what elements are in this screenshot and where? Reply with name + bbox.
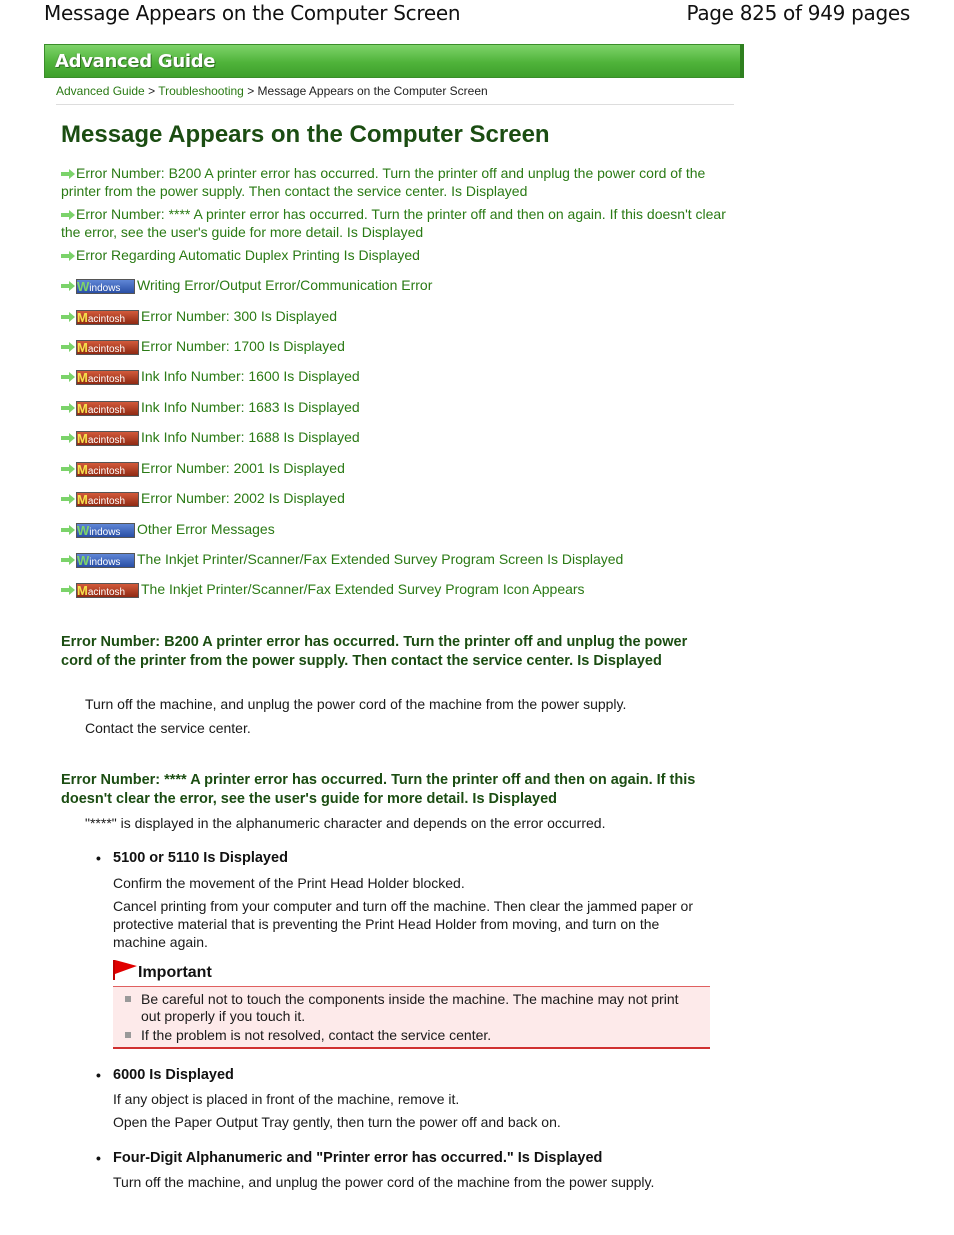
topic-link-item[interactable] <box>61 550 623 568</box>
banner-edge <box>740 44 744 78</box>
section-b200-text-2: Contact the service center. <box>85 720 251 736</box>
topic-link-item[interactable] <box>61 489 345 507</box>
topic-link-item[interactable] <box>61 459 345 477</box>
arrow-right-icon <box>61 464 75 474</box>
important-heading <box>113 960 212 982</box>
macintosh-badge-icon: Macintosh <box>76 462 139 477</box>
bullet-5100-heading <box>98 850 288 866</box>
arrow-right-icon <box>61 555 75 565</box>
advanced-guide-banner <box>44 44 744 78</box>
important-item-text: Be careful not to touch the components inside the machine. The machine may not print out properly if you touch it. <box>141 991 679 1024</box>
macintosh-badge-icon: Macintosh <box>76 370 139 385</box>
topic-link[interactable]: Writing Error/Output Error/Communication Error <box>137 277 433 293</box>
red-flag-icon <box>113 960 137 980</box>
topic-link-item[interactable] <box>61 520 275 538</box>
arrow-right-icon <box>61 403 75 413</box>
square-bullet-icon <box>125 996 131 1002</box>
macintosh-badge-icon: Macintosh <box>76 492 139 507</box>
topic-link-item[interactable] <box>61 276 432 294</box>
topic-link-item[interactable] <box>61 164 731 200</box>
topic-link[interactable]: Other Error Messages <box>137 521 275 537</box>
important-item-text: If the problem is not resolved, contact the service center. <box>141 1027 492 1043</box>
macintosh-badge-icon: Macintosh <box>76 583 139 598</box>
bullet-6000-title: 6000 Is Displayed <box>113 1067 234 1083</box>
windows-badge-icon: Windows <box>76 279 135 294</box>
topic-link[interactable]: Ink Info Number: 1688 Is Displayed <box>141 429 360 445</box>
square-bullet-icon <box>125 1032 131 1038</box>
breadcrumb <box>56 84 488 98</box>
banner-label: Advanced Guide <box>55 51 216 72</box>
important-box <box>113 986 710 1049</box>
breadcrumb-current: Message Appears on the Computer Screen <box>257 84 488 98</box>
bullet-four-digit-title: Four-Digit Alphanumeric and "Printer error has occurred." Is Displayed <box>113 1150 603 1166</box>
topic-link[interactable]: Error Number: 2002 Is Displayed <box>141 490 345 506</box>
macintosh-badge-icon: Macintosh <box>76 431 139 446</box>
topic-link-item[interactable] <box>61 398 360 416</box>
important-label: Important <box>138 964 212 981</box>
topic-link-item[interactable] <box>61 367 360 385</box>
topic-link[interactable]: Error Number: 300 Is Displayed <box>141 308 338 324</box>
bullet-6000-text-2: Open the Paper Output Tray gently, then turn the power off and back on. <box>113 1114 561 1130</box>
arrow-right-icon <box>61 342 75 352</box>
arrow-right-icon <box>61 372 75 382</box>
arrow-right-icon <box>61 525 75 535</box>
breadcrumb-advanced-guide[interactable]: Advanced Guide <box>56 84 145 98</box>
arrow-right-icon <box>61 585 75 595</box>
page-title: Message Appears on the Computer Screen <box>61 121 550 148</box>
page-counter: Page 825 of 949 pages <box>686 1 910 25</box>
arrow-right-icon <box>61 169 75 179</box>
breadcrumb-separator: > <box>148 84 156 98</box>
arrow-right-icon <box>61 281 75 291</box>
topic-link-item[interactable] <box>61 580 585 598</box>
section-heading-b200: Error Number: B200 A printer error has occurred. Turn the printer off and unplug the power cord of the printer from the power supply. Then contact the service center. Is Displayed <box>61 634 688 669</box>
important-item <box>141 1027 701 1044</box>
important-item <box>141 991 701 1025</box>
topic-link[interactable]: Error Number: B200 A printer error has occurred. Turn the printer off and unplug the power cord of the printer from the power supply. Then contact the service center. Is Displayed <box>61 165 706 199</box>
bullet-5100-title: 5100 or 5110 Is Displayed <box>113 850 288 866</box>
bullet-four-digit-heading <box>98 1150 602 1166</box>
windows-badge-icon: Windows <box>76 553 135 568</box>
section-b200-text-1: Turn off the machine, and unplug the power cord of the machine from the power supply. <box>85 696 627 712</box>
bullet-5100-text-2: Cancel printing from your computer and turn off the machine. Then clear the jammed paper or protective material that is preventing the Print Head Holder from moving, and turn on the machine again. <box>113 898 694 950</box>
topic-link-item[interactable] <box>61 246 420 264</box>
arrow-right-icon <box>61 251 75 261</box>
topic-link[interactable]: Ink Info Number: 1600 Is Displayed <box>141 368 360 384</box>
topic-link[interactable]: The Inkjet Printer/Scanner/Fax Extended Survey Program Screen Is Displayed <box>137 551 624 567</box>
bullet-5100-text-1: Confirm the movement of the Print Head Holder blocked. <box>113 875 465 891</box>
bullet-6000-text-1: If any object is placed in front of the machine, remove it. <box>113 1091 460 1107</box>
section-generic-intro: "****" is displayed in the alphanumeric character and depends on the error occurred. <box>85 815 606 831</box>
arrow-right-icon <box>61 433 75 443</box>
macintosh-badge-icon: Macintosh <box>76 310 139 325</box>
topic-link[interactable]: Error Number: 1700 Is Displayed <box>141 338 345 354</box>
topic-link[interactable]: Error Regarding Automatic Duplex Printing Is Displayed <box>76 247 420 263</box>
document-title: Message Appears on the Computer Screen <box>44 1 461 25</box>
macintosh-badge-icon: Macintosh <box>76 401 139 416</box>
topic-link-item[interactable] <box>61 205 731 241</box>
arrow-right-icon <box>61 494 75 504</box>
arrow-right-icon <box>61 312 75 322</box>
topic-link-item[interactable] <box>61 307 337 325</box>
bullet-four-digit-text-1: Turn off the machine, and unplug the power cord of the machine from the power supply. <box>113 1174 655 1190</box>
topic-link-item[interactable] <box>61 337 345 355</box>
topic-link[interactable]: Error Number: **** A printer error has occurred. Turn the printer off and then on again. If this doesn't clear the error, see the user's guide for more detail. Is Displayed <box>61 206 726 240</box>
macintosh-badge-icon: Macintosh <box>76 340 139 355</box>
section-heading-generic-error: Error Number: **** A printer error has occurred. Turn the printer off and then on again. If this doesn't clear the error, see the user's guide for more detail. Is Displayed <box>61 772 696 807</box>
bullet-6000-heading <box>98 1067 234 1083</box>
topic-link[interactable]: Ink Info Number: 1683 Is Displayed <box>141 399 360 415</box>
windows-badge-icon: Windows <box>76 523 135 538</box>
topic-link-item[interactable] <box>61 428 360 446</box>
breadcrumb-separator: > <box>247 84 255 98</box>
arrow-right-icon <box>61 210 75 220</box>
breadcrumb-troubleshooting[interactable]: Troubleshooting <box>158 84 244 98</box>
topic-link[interactable]: The Inkjet Printer/Scanner/Fax Extended Survey Program Icon Appears <box>141 581 585 597</box>
topic-link[interactable]: Error Number: 2001 Is Displayed <box>141 460 345 476</box>
breadcrumb-divider <box>56 104 734 105</box>
